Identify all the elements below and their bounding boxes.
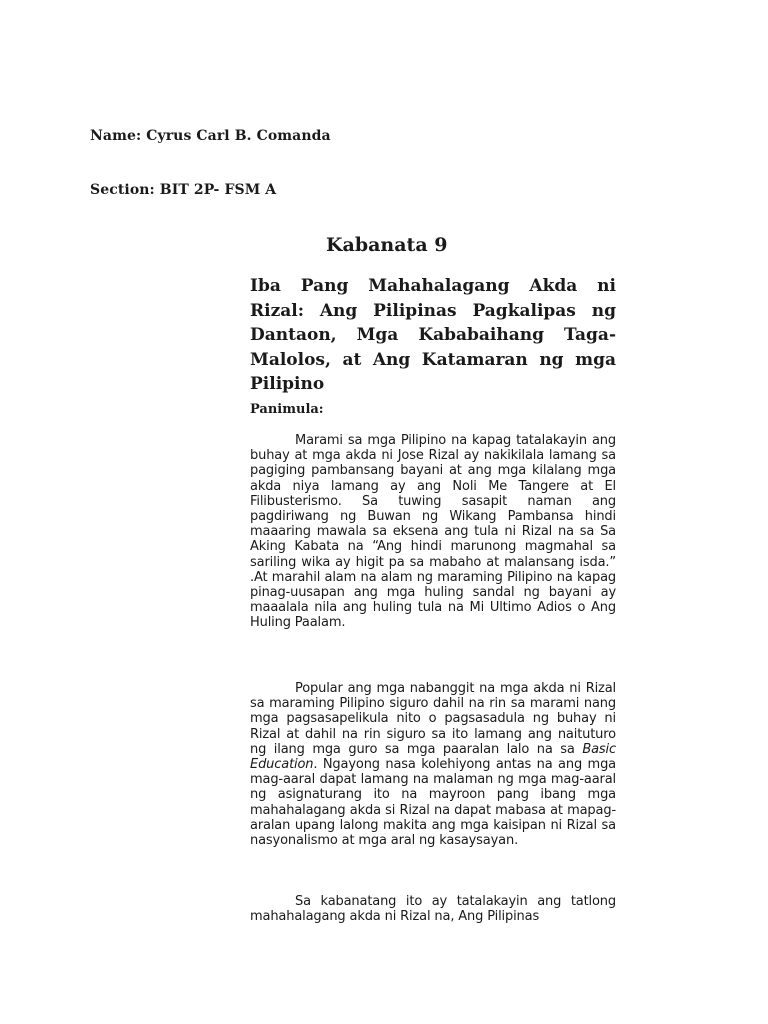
section-line: Section: BIT 2P- FSM A [90, 182, 277, 198]
student-name-line: Name: Cyrus Carl B. Comanda [90, 128, 331, 144]
paragraph-2-part-1: Popular ang mga nabanggit na mga akda ni Rizal sa maraming Pilipino siguro dahil na rin sa marami nang mga pagsasapelikula nito o pagsasadula ng buhay ni Rizal at dahil na rin siguro sa ito lamang ang naituturo ng ilang mga guro sa mga paaralan lalo na sa [250, 681, 616, 757]
paragraph-1-text: Marami sa mga Pilipino na kapag tatalakayin ang buhay at mga akda ni Jose Rizal ay nakikilala lamang sa pagiging pambansang bayani at ang mga kilalang mga akda niya lamang ay ang Noli Me Tangere at El Filibusterismo. Sa tuwing sasapit naman ang pagdiriwang ng Buwan ng Wikang Pambansa hindi maaaring mawala sa eksena ang tula ni Rizal na sa Sa Aking Kabata na “Ang hindi marunong magmahal sa sariling wika ay higit pa sa mabaho at malansang isda.” .At marahil alam na alam ng maraming Pilipino na kapag pinag-uusapan ang mga huling sandal ng bayani ay maaalala nila ang huling tula na Mi Ultimo Adios o Ang Huling Paalam. [250, 433, 616, 631]
chapter-number: Kabanata 9 [326, 234, 448, 256]
paragraph-3-text: Sa kabanatang ito ay tatalakayin ang tatlong mahahalagang akda ni Rizal na, Ang Pilipinas [250, 894, 616, 925]
paragraph-3 [250, 894, 616, 924]
paragraph-2 [250, 681, 616, 848]
paragraph-2-part-2: . Ngayong nasa kolehiyong antas na ang mga mag-aaral dapat lamang na malaman ng mga mag-aaral ng asignaturang ito na mayroon pang ibang mga mahahalagang akda si Rizal na dapat mabasa at mapag-aralan upang lalong makita ang mga kaisipan ni Rizal sa nasyonalismo at mga aral ng kasaysayan. [250, 757, 616, 849]
paragraph-2-italic: Basic Education [250, 741, 616, 773]
chapter-title: Iba Pang Mahahalagang Akda ni Rizal: Ang Pilipinas Pagkalipas ng Dantaon, Mga Kababaihang Taga-Malolos, at Ang Katamaran ng mga Pilipino [250, 276, 616, 394]
paragraph-1 [250, 433, 616, 631]
intro-heading: Panimula: [250, 402, 324, 417]
paragraph-2-text [250, 681, 616, 848]
